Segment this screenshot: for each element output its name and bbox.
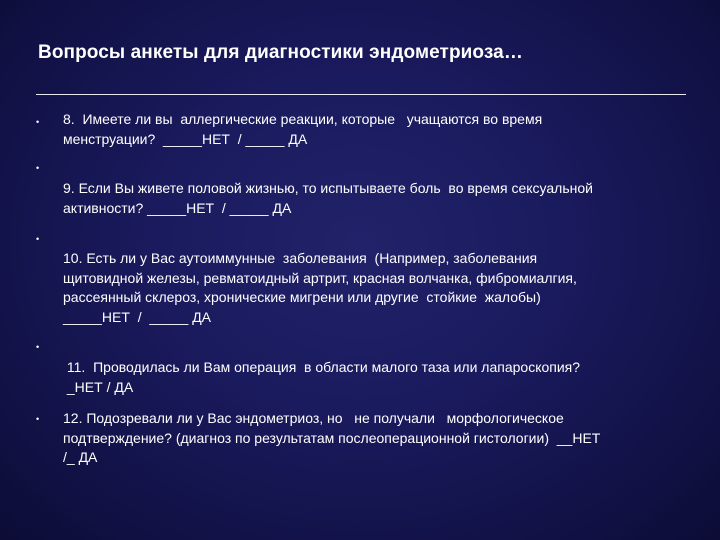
slide-title: Вопросы анкеты для диагностики эндометриоза… [38, 42, 523, 63]
question-10 [63, 249, 693, 327]
bullet-icon: • [36, 117, 40, 127]
question-8 [63, 110, 693, 149]
bullet-icon: • [36, 414, 40, 424]
question-11-line-2: _НЕТ / ДА [63, 378, 134, 395]
question-10-line-1: 10. Есть ли у Вас аутоиммунные заболевания (Например, заболевания [63, 250, 538, 266]
question-9-line-2: активности? _____НЕТ / _____ ДА [63, 199, 292, 216]
question-9 [63, 179, 693, 218]
question-9-line-1: 9. Если Вы живете половой жизнью, то испытываете боль во время сексуальной [63, 180, 593, 196]
question-10-line-3: рассеянный склероз, хронические мигрени или другие стойкие жалобы) [63, 289, 541, 305]
question-11 [63, 358, 693, 397]
bullet-icon: • [36, 234, 40, 244]
bullet-icon: • [36, 163, 40, 173]
question-12-line-1: 12. Подозревали ли у Вас эндометриоз, но не получали морфологическое [63, 410, 564, 426]
title-divider [36, 94, 686, 95]
question-11-line-1: 11. Проводилась ли Вам операция в области малого таза или лапароскопия? [63, 359, 581, 375]
question-8-line-2: менструации? _____НЕТ / _____ ДА [63, 130, 308, 147]
question-8-line-1: 8. Имеете ли вы аллергические реакции, которые учащаются во время [63, 111, 543, 127]
question-10-line-2: щитовидной железы, ревматоидный артрит, красная волчанка, фибромиалгия, [63, 269, 577, 286]
question-12-line-3: /_ ДА [63, 449, 98, 465]
question-10-line-4: _____НЕТ / _____ ДА [63, 308, 212, 325]
bullet-icon: • [36, 342, 40, 352]
question-12 [63, 409, 693, 468]
question-12-line-2: подтверждение? (диагноз по результатам послеоперационной гистологии) __НЕТ [63, 429, 601, 446]
